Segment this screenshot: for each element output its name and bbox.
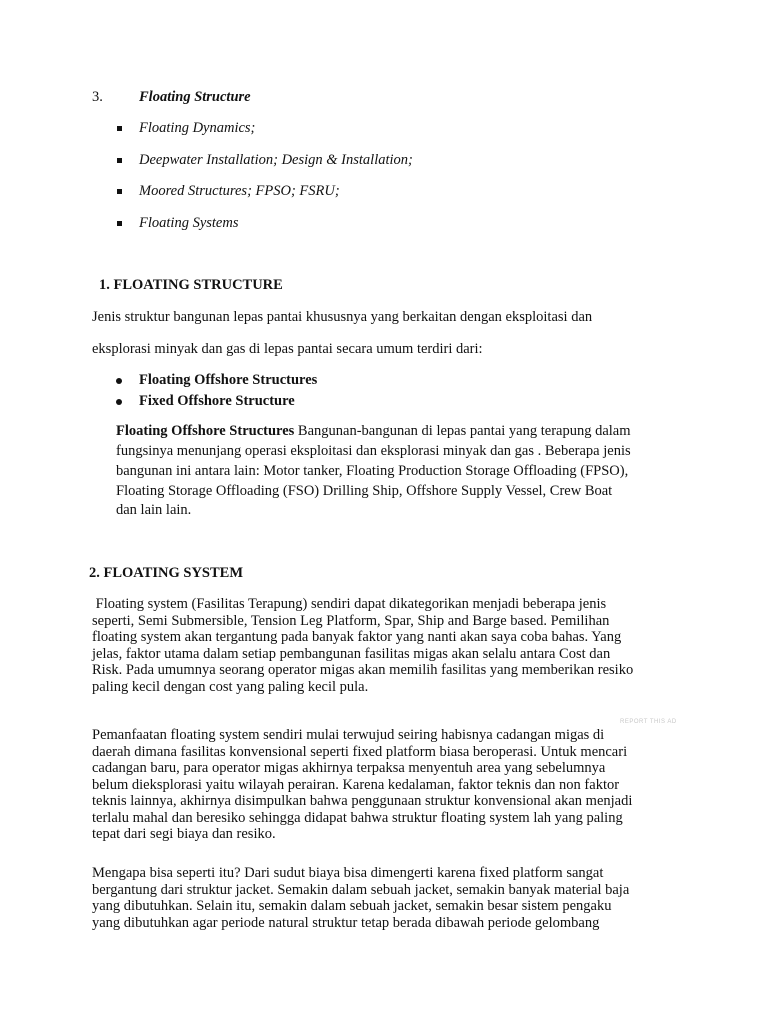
description-line: fungsinya menunjang operasi eksploitasi dan eksplorasi minyak dan gas . Beberapa jenis — [116, 443, 631, 459]
outline-item: Moored Structures; FPSO; FSRU; — [139, 183, 340, 199]
round-bullet-icon — [116, 399, 122, 405]
square-bullet-icon — [117, 189, 122, 194]
outline-item: Deepwater Installation; Design & Installation; — [139, 152, 413, 168]
paragraph: Mengapa bisa seperti itu? Dari sudut biaya bisa dimengerti karena fixed platform sangat bergantung dari struktur jacket. Semakin dalam sebuah jacket, semakin banyak material baja yang dibutuhkan. Selain itu, semakin dalam sebuah jacket, semakin besar sistem pengaku yang dibutuhkan agar periode natural struktur tetap berada dibawah periode gelombang — [92, 865, 630, 931]
intro-line: eksplorasi minyak dan gas di lepas pantai secara umum terdiri dari: — [92, 341, 483, 357]
structure-type-item: Floating Offshore Structures — [139, 372, 318, 388]
paragraph: Floating system (Fasilitas Terapung) sendiri dapat dikategorikan menjadi beberapa jenis seperti, Semi Submersible, Tension Leg Platform, Spar, Ship and Barge based. Pemilihan floating system akan tergantung pada banyak faktor yang nanti akan saya coba bahas. Yang jelas, faktor utama dalam setiap pembangunan fasilitas migas akan selalu antara Cost dan Risk. Pada umumnya seorang operator migas akan memilih fasilitas yang memberikan resiko paling kecil dengan cost yang paling kecil pula. — [92, 596, 634, 695]
round-bullet-icon — [116, 378, 122, 384]
paragraph: Pemanfaatan floating system sendiri mulai terwujud seiring habisnya cadangan migas di daerah dimana fasilitas konvensional seperti fixed platform biasa beroperasi. Untuk mencari cadangan baru, para operator migas akhirnya terpaksa menyentuh area yang sebelumnya belum dieksplorasi yaitu wilayah perairan. Karena kedalaman, faktor teknis dan non faktor teknis lainnya, akhirnya disimpulkan bahwa penggunaan struktur konvensional akan menjadi terlalu mahal dan beresiko sehingga didapat bahwa struktur floating system lah yang paling tepat dari segi biaya dan resiko. — [92, 727, 633, 842]
structure-type-item: Fixed Offshore Structure — [139, 393, 295, 409]
square-bullet-icon — [117, 126, 122, 131]
square-bullet-icon — [117, 158, 122, 163]
square-bullet-icon — [117, 221, 122, 226]
report-ad-link[interactable]: REPORT THIS AD — [620, 719, 677, 725]
description-term: Floating Offshore Structures — [116, 423, 295, 439]
outline-number: 3. — [92, 89, 103, 105]
outline-item: Floating Dynamics; — [139, 120, 256, 136]
outline-item: Floating Systems — [139, 215, 239, 231]
description-line: Floating Storage Offloading (FSO) Drilling Ship, Offshore Supply Vessel, Crew Boat — [116, 483, 613, 499]
intro-line: Jenis struktur bangunan lepas pantai khususnya yang berkaitan dengan eksploitasi dan — [92, 309, 593, 325]
description-line: bangunan ini antara lain: Motor tanker, Floating Production Storage Offloading (FPSO), — [116, 463, 629, 479]
section-heading: 2. FLOATING SYSTEM — [89, 565, 244, 581]
section-heading: 1. FLOATING STRUCTURE — [99, 277, 283, 293]
description-line: Floating Offshore Structures Bangunan-bangunan di lepas pantai yang terapung dalam — [116, 423, 631, 439]
outline-title: Floating Structure — [139, 89, 251, 105]
description-line: dan lain lain. — [116, 502, 192, 518]
